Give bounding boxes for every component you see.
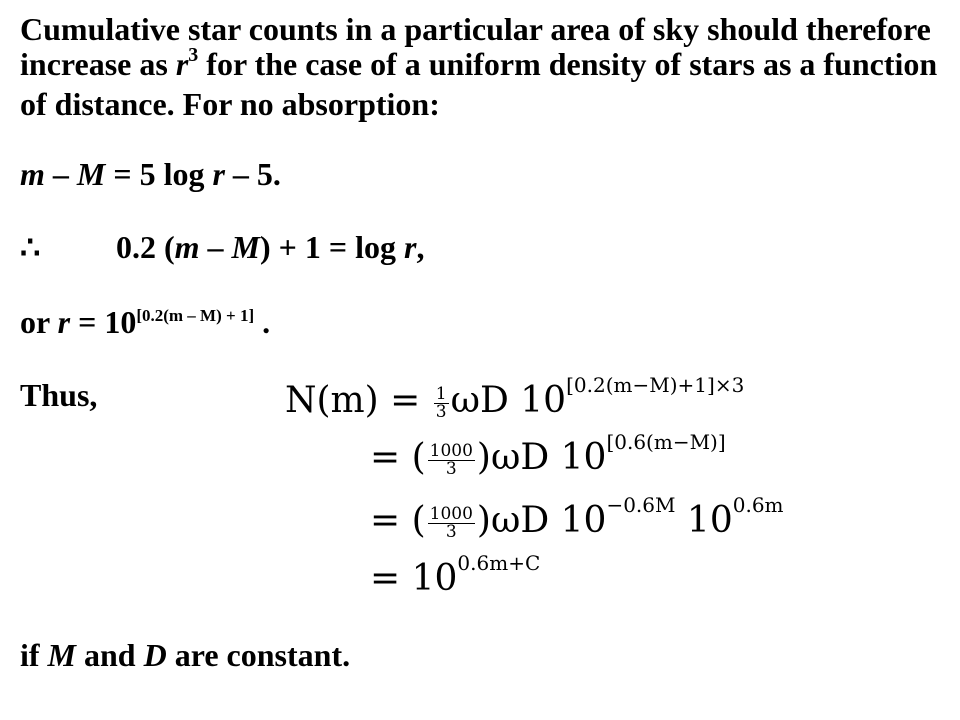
equals-open: = ( bbox=[370, 437, 426, 478]
times-three: ×3 bbox=[714, 373, 745, 397]
minus: – bbox=[199, 229, 232, 265]
intro-text-2: for the case of a uniform density of stars as a function of distance. For no absorption: bbox=[20, 46, 938, 122]
exp-inner: 0.2(m−M)+1 bbox=[573, 373, 708, 397]
intro-text-1: Cumulative star counts in a particular area of sky should therefore increase as bbox=[20, 11, 931, 82]
exponent-2: [0.6(m−M)] bbox=[606, 430, 726, 454]
var-D: D bbox=[143, 637, 167, 673]
numerator: 1000 bbox=[429, 503, 473, 524]
denominator: 3 bbox=[445, 521, 457, 542]
minus: – bbox=[44, 156, 77, 192]
formula-line-1 bbox=[285, 373, 745, 422]
log-r-equation bbox=[20, 230, 424, 265]
exponent-3a: −0.6M bbox=[606, 493, 676, 517]
thus-label: Thus, bbox=[20, 377, 98, 413]
distance-modulus-equation bbox=[20, 157, 281, 192]
eq1-rest: = 5 log bbox=[105, 156, 213, 192]
denominator: 3 bbox=[445, 458, 457, 479]
eq2-rhs: ) + 1 = log bbox=[260, 229, 405, 265]
or-word: or bbox=[20, 304, 58, 340]
var-m: m bbox=[20, 156, 45, 192]
formula-line-2 bbox=[370, 430, 726, 479]
intro-power: 3 bbox=[188, 44, 199, 66]
formula-line-3 bbox=[370, 493, 784, 542]
eq3-ten: = 10 bbox=[70, 304, 137, 340]
footer-rest: are constant. bbox=[166, 637, 351, 673]
exponent-1: [0.2(m−M)+1]×3 bbox=[566, 373, 745, 397]
N-of-m: N(m) = bbox=[285, 380, 432, 421]
comma: , bbox=[416, 229, 425, 265]
numerator: 1000 bbox=[429, 440, 473, 461]
fraction-one-third bbox=[434, 383, 449, 422]
and-word: and bbox=[76, 637, 144, 673]
var-m: m bbox=[174, 229, 200, 265]
if-word: if bbox=[20, 637, 48, 673]
numerator: 1 bbox=[435, 383, 447, 404]
therefore-symbol: ∴ bbox=[20, 229, 41, 265]
intro-paragraph bbox=[20, 12, 950, 122]
var-r: r bbox=[212, 156, 225, 192]
exp-inner: 0.6(m−M) bbox=[614, 430, 718, 454]
formula-line-4 bbox=[370, 551, 541, 599]
var-M: M bbox=[231, 229, 260, 265]
exponent-3b: 0.6m bbox=[732, 493, 784, 517]
eq2-lhs: 0.2 ( bbox=[116, 229, 175, 265]
var-r: r bbox=[404, 229, 417, 265]
r-power-equation bbox=[20, 305, 270, 345]
eq1-tail: – 5. bbox=[224, 156, 281, 192]
ten: 10 bbox=[675, 500, 733, 541]
fraction-1000-3 bbox=[428, 503, 475, 542]
fraction-1000-3 bbox=[428, 440, 475, 479]
var-M: M bbox=[76, 156, 106, 192]
var-r: r bbox=[57, 304, 71, 340]
omega-D-ten: ωD 10 bbox=[450, 380, 567, 421]
denominator: 3 bbox=[435, 401, 447, 422]
exponent-4: 0.6m+C bbox=[457, 551, 541, 575]
omega-D-ten: )ωD 10 bbox=[476, 437, 607, 478]
intro-r: r bbox=[175, 46, 189, 82]
period: . bbox=[254, 304, 271, 340]
eq3-exponent: [0.2(m – M) + 1] bbox=[136, 306, 255, 325]
omega-D-ten: )ωD 10 bbox=[476, 500, 607, 541]
equals-ten: = 10 bbox=[370, 558, 458, 599]
constant-condition bbox=[20, 638, 350, 673]
var-M: M bbox=[47, 637, 76, 673]
equals-open: = ( bbox=[370, 500, 426, 541]
